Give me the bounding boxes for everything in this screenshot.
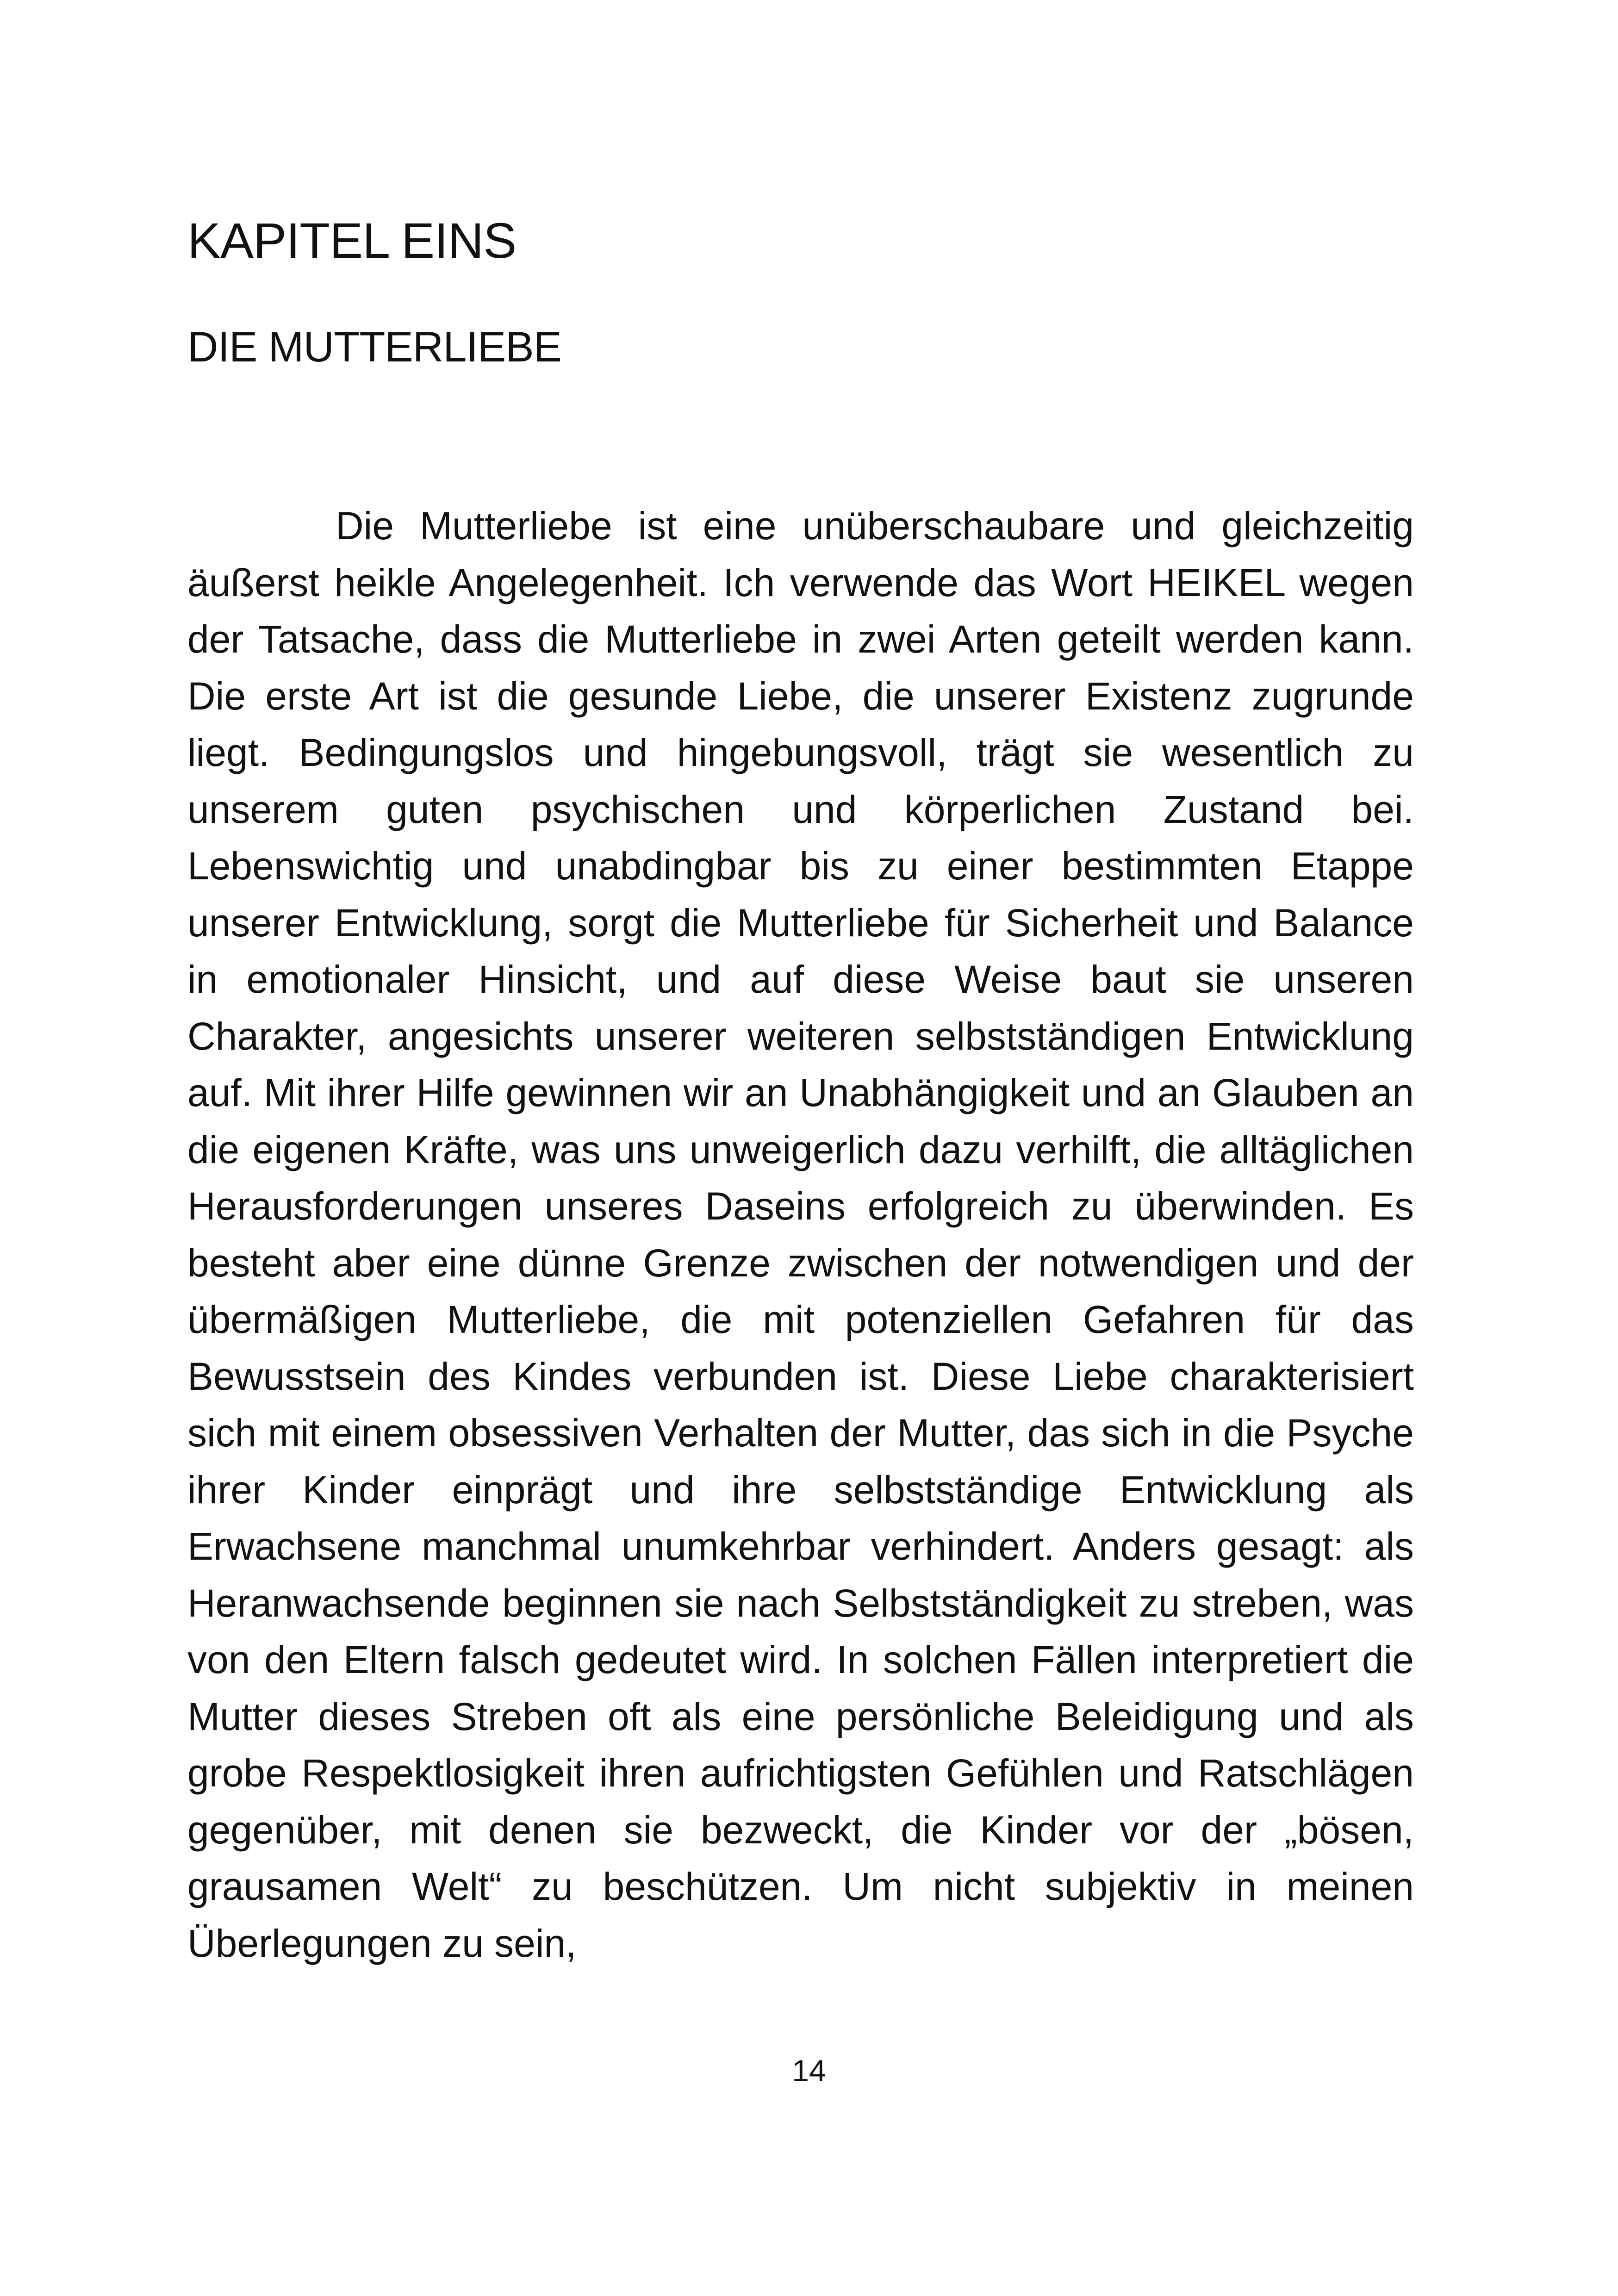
chapter-title: KAPITEL EINS [187, 212, 517, 268]
body-paragraph: Die Mutterliebe ist eine unüberschaubare und gleichzeitig äußerst heikle Angelegenheit. Ich verwende das Wort HEIKEL wegen der Tatsache, dass die Mutterliebe in zwei Arten geteilt werden kann. Die erste Art ist die gesunde Liebe, die unserer Existenz zugrunde liegt. Bedingungslos und hingebungsvoll, trägt sie wesentlich zu unserem guten psychischen und körperlichen Zustand bei. Lebenswichtig und unabdingbar bis zu einer bestimmten Etappe unserer Entwicklung, sorgt die Mutterliebe für Sicherheit und Balance in emotionaler Hinsicht, und auf diese Weise baut sie unseren Charakter, angesichts unserer weiteren selbstständigen Entwicklung auf. Mit ihrer Hilfe gewinnen wir an Unabhängigkeit und an Glauben an die eigenen Kräfte, was uns unweigerlich dazu verhilft, die alltäglichen Herausforderungen unseres Daseins erfolgreich zu überwinden. Es besteht aber eine dünne Grenze zwischen der notwendigen und der übermäßigen Mutterliebe, die mit potenziellen Gefahren für das Bewusstsein des Kindes verbunden ist. Diese Liebe charakterisiert sich mit einem obsessiven Verhalten der Mutter, das sich in die Psyche ihrer Kinder einprägt und ihre selbstständige Entwicklung als Erwachsene manchmal unumkehrbar verhindert. Anders gesagt: als Heranwachsende beginnen sie nach Selbstständigkeit zu streben, was von den Eltern falsch gedeutet wird. In solchen Fällen interpretiert die Mutter dieses Streben oft als eine persönliche Beleidigung und als grobe Respektlosigkeit ihren aufrichtigsten Gefühlen und Ratschlägen gegenüber, mit denen sie bezweckt, die Kinder vor der „bösen, grausamen Welt“ zu beschützen. Um nicht subjektiv in meinen Überlegungen zu sein, [187, 504, 1414, 1965]
chapter-subtitle: DIE MUTTERLIEBE [187, 324, 562, 371]
page-number: 14 [792, 2053, 826, 2088]
